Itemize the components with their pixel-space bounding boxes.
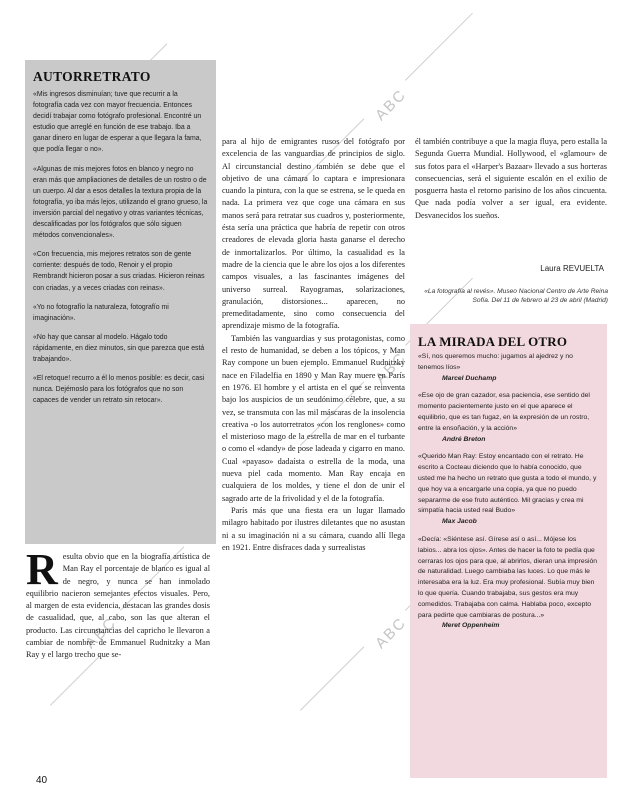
quote-text: «Querido Man Ray: Estoy encantado con el retrato. He escrito a Cocteau diciendo que lo había conocido, que usted me ha hecho un retrato que gusta a todo el mundo, y que hoy va a encargarle una copia, ya que no puedo separarme de ese fruto auténtico. Mil gracias y crea mi simpatía hacia usted real Budo» (418, 453, 597, 515)
la-mirada-del-otro-sidebar (410, 324, 607, 778)
watermark-abc: ABC (372, 85, 411, 125)
sidebar-paragraph: «Con frecuencia, mis mejores retratos son de gente corriente: después de todo, Renoir y el propio Rembrandt hicieron posar a sus criadas. Hicieron reinas con criadas, y a veces criadas con reinas». (33, 251, 205, 292)
exhibition-caption: «La fotografía al revés». Museo Nacional Centro de Arte Reina Sofía. Del 11 de febrero al 23 de abril (Madrid) (424, 288, 608, 305)
sidebar-paragraph: «Mis ingresos disminuían; tuve que recurrir a la fotografía cada vez con mayor frecuencia. Entonces decidí trabajar como fotógrafo profesional. Encontré un estudio que arreglé en función de ese trabajo. Iba a ganar dinero en lugar de esperar a que llegara la fama, que podía llegar o no». (33, 91, 202, 154)
quote-text: «Sí, nos queremos mucho: jugamos al ajedrez y no tenemos líos» (418, 353, 573, 371)
quote-text: «Decía: «Siéntese así. Gírese así o así... Mójese los labios... abra los ojos». Antes de hacer la foto te pedía que cerraras los ojos para que, al abrirlos, dieran una impresión de naturalidad. Luego cambiaba las luces. Lo que más le interesaba era la luz. Era muy profesional. Subía muy bien lo que quería. Cuando trabajaba, sus gestos era muy comedidos. Trabajaba con calma. Hablaba poco, excepto para pedirte que cambiaras de postura...» (418, 535, 598, 619)
article-paragraph: para al hijo de emigrantes rusos del fotógrafo por excelencia de las vanguardias de principios de siglo. Al circunstancial destino también se debe que el objetivo de una cámara lo captara e impresionara cuando la pintura, con la que se estrena, se le queda en nada. La primera vez que coge una cámara en sus manos será para retratar sus cuadros y, posteriormente, ésta sería una práctica que habría de repetir con otros creadores de elevada gloria hasta ganarse el derecho de inmortalizarlos. Por último, la casualidad es la madre de la ciencia que le abre los ojos a los diferentes campos visuales, a las fascinantes imágenes del universo surreal. Rayogramas, solarizaciones, granulación, distorsiones... aparecen, no premeditadamente, sino como consecuencia del aprendizaje mismo de la fotografía. (222, 137, 405, 331)
quote-author: André Breton (442, 435, 486, 443)
article-paragraph: él también contribuye a que la magia fluya, pero estalla la Segunda Guerra Mundial. Hollywood, el «glamour» de sus fotos para el «Harper's Bazaar» llevado a sus horteras consecuencias, será el siguiente escalón en el exilio de posguerra hasta el retorno parisino de los años cincuenta. Que nada podía volver a ser igual, era evidente. Desvanecidos los sueños. (415, 137, 607, 220)
article-column-2 (222, 136, 405, 774)
quote-author: Marcel Duchamp (442, 374, 497, 382)
article-paragraph: También las vanguardias y sus protagonistas, como el resto de humanidad, se deben a los tópicos, y Man Ray compone un buen ejemplo. Emmanuel Rudnitzky nace en Filadelfia en 1890 y Man Ray muere en París en 1976. El hombre y el artista en el que se reinventa bajo los auspicios de un seudónimo célebre, que, a su vez, se transmuta con las mil máscaras de la insolencia creativa -o los autorretratos «con los renglones» como el misterioso mago de la estrella de mar en el turbante o como el «dandy» de pose ladeada y cigarro en mano. Cual «payaso» dadaísta o estrella de la moda, una nueva piel cada momento. Man Ray encaja en cualquiera de los moldes, y tiene el don de unir el sagrado arte de la frivolidad y el de la fotografía. (222, 333, 405, 503)
sidebar-paragraph: «El retoque! recurro a él lo menos posible: es decir, casi nunca. Dejémoslo para los fotógrafos que no son capaces de vender un retrato sin retocar». (33, 375, 205, 405)
quote-text: «Ese ojo de gran cazador, esa paciencia, ese sentido del momento pacientemente justo en el que aparece el equilibrio, que es tan fugaz, en la expresión de un rostro, entre la ensoñación, y la acción» (418, 392, 590, 432)
sidebar-paragraph: «Yo no fotografío la naturaleza, fotografío mi imaginación». (33, 303, 169, 322)
watermark-abc: ABC (372, 613, 411, 653)
watermark-line (405, 13, 473, 81)
sidebar-title: AUTORRETRATO (33, 69, 151, 84)
sidebar-paragraph: «No hay que cansar al modelo. Hágalo todo rápidamente, en diez minutos, sin que parezca que está trabajando». (33, 333, 205, 363)
quote-author: Max Jacob (442, 518, 477, 526)
watermark-abc: ABC (372, 348, 411, 388)
article-paragraph: esulta obvio que en la biografía artística de Man Ray el porcentaje de blanco es igual al de negro, y nunca se han inmolado equilibrio nacieron semejantes efectos visuales. Pero, al margen de esta evidencia, destacan las grandes dosis de casualidad, que, al cabo, son las que alteran el producto. Las circunstancias del capricho le llevaron a cambiar de nombre: de Emmanuel Rudnitzky a Man Ray y el largo trecho que se- (26, 552, 210, 660)
article-column-1 (26, 551, 210, 764)
interview-title: LA MIRADA DEL OTRO (418, 334, 568, 349)
page-number: 40 (36, 775, 48, 786)
autorretrato-sidebar (25, 60, 216, 544)
article-paragraph: París más que una fiesta era un lugar llamado milagro habitado por ilustres diletantes que no asustan ni a su imaginación ni a su cámara, cuando allí llega en 1921. Entre disfraces dada y surrealistas (222, 505, 405, 552)
article-column-3 (415, 136, 607, 256)
drop-cap: R (26, 551, 58, 594)
quote-author: Meret Oppenheim (442, 622, 500, 630)
sidebar-paragraph: «Algunas de mis mejores fotos en blanco y negro no eran más que ampliaciones de detalles de un rostro o de un cuerpo. Al dar a esos detalles la textura propia de la fotografía, yo iba más lejos, utilizando el grano grueso, la inversión parcial del negativo y otras variantes técnicas, descalificadas por los fotógrafos que sólo siguen métodos convencionales». (33, 165, 208, 240)
author-signature: Laura REVUELTA (540, 264, 604, 273)
watermark-abc: ABC (82, 613, 121, 653)
